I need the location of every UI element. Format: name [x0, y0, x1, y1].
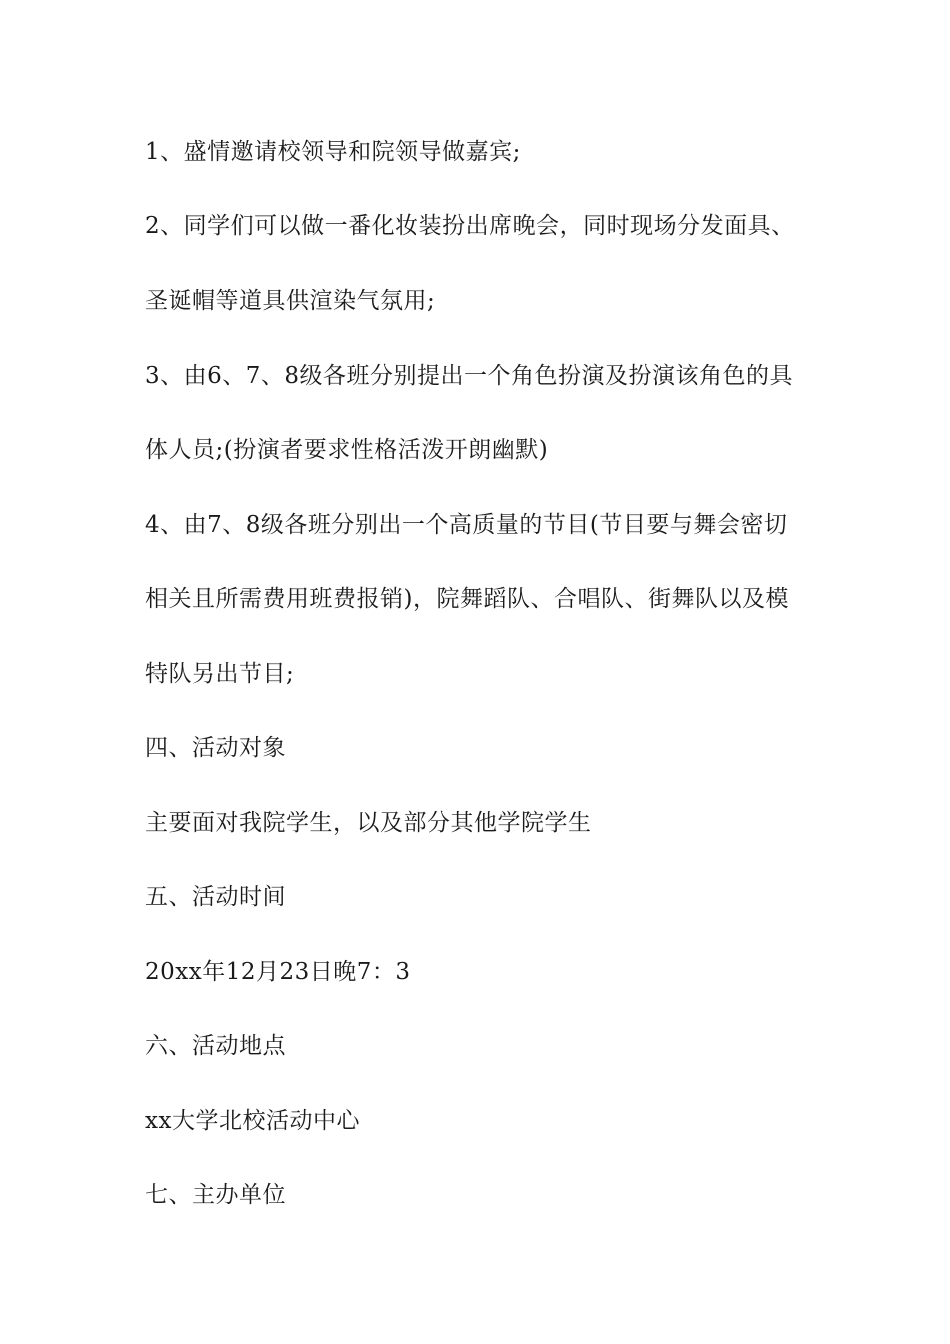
text-line: 2、同学们可以做一番化妆装扮出席晚会，同时现场分发面具、	[145, 213, 795, 239]
text-line: 相关且所需费用班费报销)，院舞蹈队、合唱队、街舞队以及模	[145, 586, 789, 612]
text-line: 1、盛情邀请校领导和院领导做嘉宾;	[145, 139, 521, 165]
section-heading: 七、主办单位	[145, 1182, 286, 1208]
text-line: xx大学北校活动中心	[145, 1108, 360, 1134]
section-heading: 五、活动时间	[145, 884, 286, 910]
text-line: 20xx年12月23日晚7：3	[145, 959, 411, 985]
text-line: 体人员;(扮演者要求性格活泼开朗幽默)	[145, 437, 549, 463]
text-line: 3、由6、7、8级各班分别提出一个角色扮演及扮演该角色的具	[145, 363, 794, 389]
text-line: 特队另出节目;	[145, 661, 295, 687]
section-heading: 四、活动对象	[145, 735, 286, 761]
section-heading: 六、活动地点	[145, 1033, 286, 1059]
text-line: 主要面对我院学生，以及部分其他学院学生	[145, 810, 592, 836]
text-line: 4、由7、8级各班分别出一个高质量的节目(节目要与舞会密切	[145, 512, 788, 538]
text-line: 圣诞帽等道具供渲染气氛用;	[145, 288, 436, 314]
